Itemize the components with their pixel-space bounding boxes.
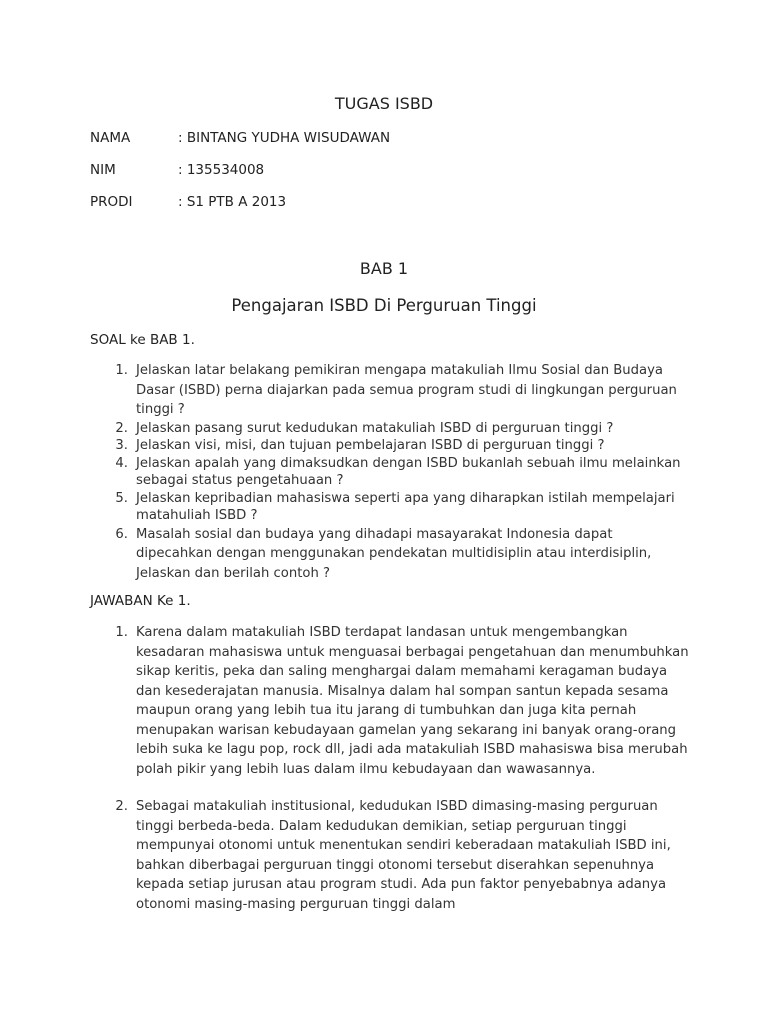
list-item	[106, 361, 690, 420]
list-item	[106, 490, 690, 525]
answers-list	[106, 623, 690, 914]
item-number: 5.	[115, 490, 128, 506]
info-value: : BINTANG YUDHA WISUDAWAN	[178, 130, 391, 146]
item-text: Masalah sosial dan budaya yang dihadapi masayarakat Indonesia dapat dipecahkan dengan menggunakan pendekatan multidisiplin atau interdisiplin, Jelaskan dan berilah contoh ?	[136, 526, 652, 581]
info-value: : 135534008	[178, 162, 265, 178]
item-text: Jelaskan visi, misi, dan tujuan pembelajaran ISBD di perguruan tinggi ?	[136, 438, 605, 453]
list-item	[106, 525, 690, 584]
item-text: Jelaskan kepribadian mahasiswa seperti apa yang diharapkan istilah mempelajari matahuliah ISBD ?	[136, 490, 675, 523]
list-item	[106, 420, 690, 438]
questions-list	[106, 361, 690, 583]
item-text: Sebagai matakuliah institusional, kedudukan ISBD dimasing-masing perguruan tinggi berbeda-beda. Dalam kedudukan demikian, setiap perguruan tinggi mempunyai otonomi untuk menentukan sendiri keberadaan matakuliah ISBD ini, bahkan diberbagai perguruan tinggi otonomi tersebut diserahkan sepenuhnya kepada setiap jurusan atau program studi. Ada pun faktor penyebabnya adanya otonomi masing-masing perguruan tinggi dalam	[136, 799, 671, 912]
chapter-subtitle: Pengajaran ISBD Di Perguruan Tinggi	[231, 296, 537, 315]
document-title: TUGAS ISBD	[334, 94, 434, 113]
item-text: Jelaskan apalah yang dimaksudkan dengan ISBD bukanlah sebuah ilmu melainkan sebagai status pengetahuaan ?	[136, 455, 681, 488]
item-number: 1.	[115, 363, 128, 378]
info-label: NIM	[90, 162, 116, 178]
item-number: 3.	[115, 438, 128, 453]
item-text: Jelaskan latar belakang pemikiran mengapa matakuliah Ilmu Sosial dan Budaya Dasar (ISBD) perna diajarkan pada semua program studi di lingkungan perguruan tinggi ?	[136, 363, 677, 417]
info-value: : S1 PTB A 2013	[178, 194, 287, 210]
info-label: PRODI	[90, 194, 133, 210]
item-number: 2.	[115, 420, 128, 436]
chapter-heading: BAB 1	[359, 259, 409, 278]
item-number: 4.	[115, 455, 128, 471]
item-number: 2.	[115, 799, 128, 814]
list-item	[106, 437, 690, 455]
item-number: 1.	[115, 625, 128, 640]
questions-label: SOAL ke BAB 1.	[90, 332, 195, 348]
item-text: Karena dalam matakuliah ISBD terdapat landasan untuk mengembangkan kesadaran mahasiswa untuk menguasai berbagai pengetahuan dan menumbuhkan sikap keritis, peka dan saling menghargai dalam memahami keragaman budaya dan kesederajatan manusia. Misalnya dalam hal sompan santun kepada sesama maupun orang yang lebih tua itu jarang di tumbuhkan dan juga kita pernah menupakan warisan kebudayaan gamelan yang sekarang ini banyak orang-orang lebih suka ke lagu pop, rock dll, jadi ada matakuliah ISBD mahasiswa bisa merubah polah pikir yang lebih luas dalam ilmu kebudayaan dan wawasannya.	[136, 625, 689, 777]
info-label: NAMA	[90, 130, 131, 146]
answers-label: JAWABAN Ke 1.	[90, 593, 191, 609]
list-item	[106, 455, 690, 490]
list-item	[106, 623, 690, 779]
list-item	[106, 797, 690, 914]
item-number: 6.	[115, 526, 128, 542]
item-text: Jelaskan pasang surut kedudukan matakuliah ISBD di perguruan tinggi ?	[136, 420, 614, 436]
